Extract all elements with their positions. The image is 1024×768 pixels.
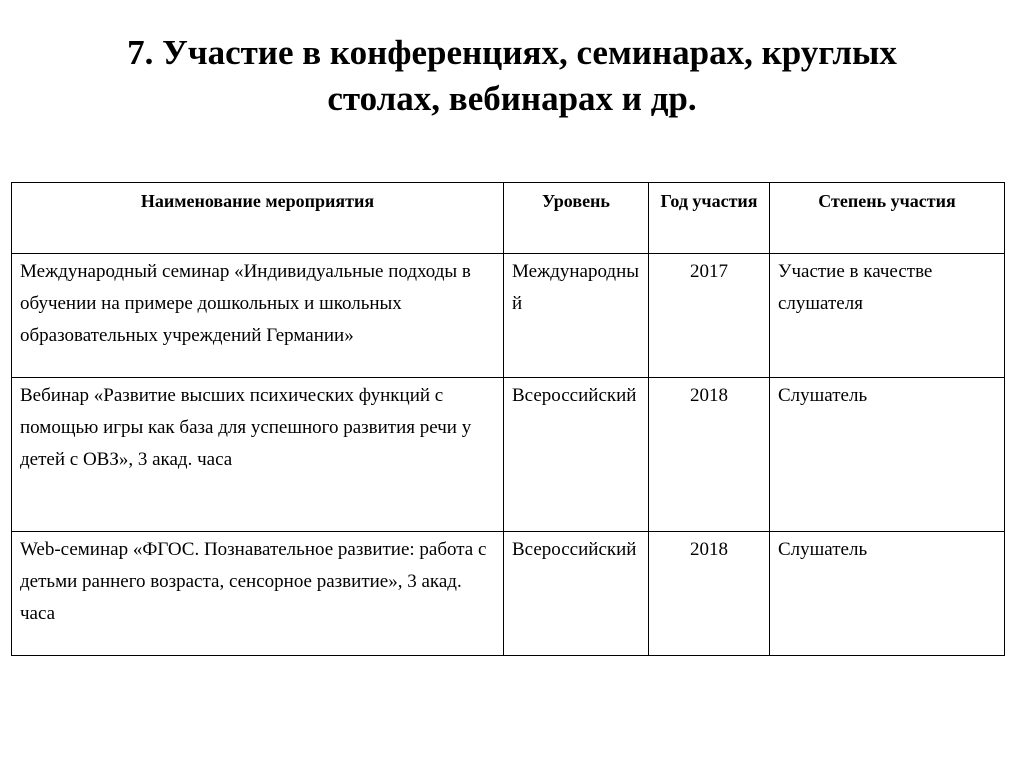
page-title-line-1: 7. Участие в конференциях, семинарах, круглых [127,33,897,72]
cell-event-name: Вебинар «Развитие высших психических функций с помощью игры как база для успешного развития речи у детей с ОВЗ», 3 акад. часа [12,378,504,532]
table-header-row [12,183,1005,254]
cell-level: Всероссийский [504,532,649,656]
cell-participation: Слушатель [770,532,1005,656]
cell-year: 2017 [649,254,770,378]
cell-year: 2018 [649,378,770,532]
table-row [12,378,1005,532]
page-title [40,30,984,122]
cell-year: 2018 [649,532,770,656]
header-participation: Степень участия [770,183,1005,254]
table-row [12,254,1005,378]
cell-participation: Участие в качестве слушателя [770,254,1005,378]
cell-level: Международный [504,254,649,378]
events-table [11,182,1005,656]
header-event-name: Наименование мероприятия [12,183,504,254]
header-year: Год участия [649,183,770,254]
page-title-line-2: столах, вебинарах и др. [327,79,697,118]
header-level: Уровень [504,183,649,254]
cell-participation: Слушатель [770,378,1005,532]
cell-event-name: Международный семинар «Индивидуальные подходы в обучении на примере дошкольных и школьных образовательных учреждений Германии» [12,254,504,378]
cell-level: Всероссийский [504,378,649,532]
table-row [12,532,1005,656]
cell-event-name: Web-семинар «ФГОС. Познавательное развитие: работа с детьми раннего возраста, сенсорное развитие», 3 акад. часа [12,532,504,656]
